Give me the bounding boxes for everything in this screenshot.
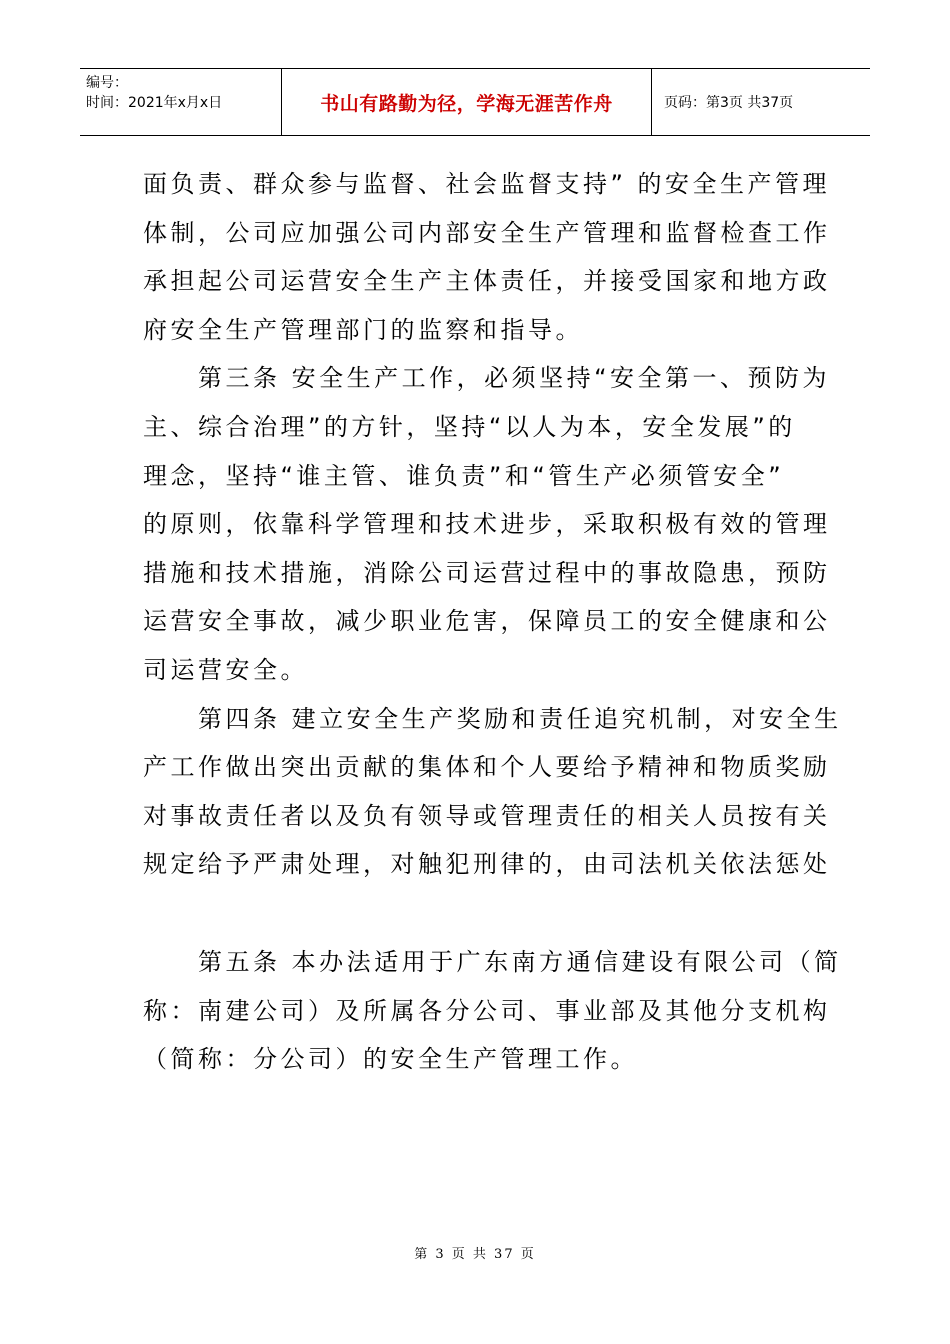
text-line: 措施和技术措施，消除公司运营过程中的事故隐患，预防 bbox=[143, 558, 831, 587]
text-line: 对事故责任者以及负有领导或管理责任的相关人员按有关 bbox=[143, 801, 831, 830]
text-line: 规定给予严肃处理，对触犯刑律的，由司法机关依法惩处 bbox=[143, 850, 831, 879]
time-label: 时间：2021年x月x日 bbox=[86, 95, 223, 111]
paragraph-gap bbox=[143, 889, 808, 938]
text-line: 称：南建公司）及所属各分公司、事业部及其他分支机构 bbox=[143, 996, 831, 1025]
text-line: 运营安全事故，减少职业危害，保障员工的安全健康和公 bbox=[143, 607, 831, 636]
text-line: 承担起公司运营安全生产主体责任，并接受国家和地方政 bbox=[143, 267, 831, 296]
number-label: 编号： bbox=[86, 75, 128, 91]
text-line: 的原则，依靠科学管理和技术进步，采取积极有效的管理 bbox=[143, 510, 831, 539]
paragraph-article-5 bbox=[143, 938, 842, 1084]
text-line: 府安全生产管理部门的监察和指导。 bbox=[143, 315, 583, 344]
header-meta bbox=[80, 69, 282, 135]
text-line: 第三条 安全生产工作，必须坚持“安全第一、预防为 bbox=[143, 364, 831, 393]
text-line: 第五条 本办法适用于广东南方通信建设有限公司（简 bbox=[143, 947, 842, 976]
paragraph-article-4 bbox=[143, 695, 842, 889]
text-line: 第四条 建立安全生产奖励和责任追究机制，对安全生 bbox=[143, 704, 842, 733]
text-line: （简称：分公司）的安全生产管理工作。 bbox=[143, 1045, 638, 1074]
paragraph-article-3 bbox=[143, 354, 831, 694]
paragraph-1 bbox=[143, 160, 831, 354]
page-header bbox=[80, 68, 870, 136]
text-line: 面负责、群众参与监督、社会监督支持” 的安全生产管理 bbox=[143, 170, 831, 198]
page-footer: 第 3 页 共 37 页 bbox=[414, 1247, 536, 1262]
text-line: 体制，公司应加强公司内部安全生产管理和监督检查工作 bbox=[143, 218, 831, 247]
text-line: 司运营安全。 bbox=[143, 655, 308, 684]
text-line: 产工作做出突出贡献的集体和个人要给予精神和物质奖励 bbox=[143, 753, 831, 782]
header-motto: 书山有路勤为径，学海无涯苦作舟 bbox=[282, 69, 652, 135]
document-body bbox=[143, 160, 842, 1084]
header-page-info: 页码：第3页 共37页 bbox=[664, 95, 794, 111]
text-line: 主、综合治理”的方针，坚持“以人为本，安全发展”的 bbox=[143, 412, 796, 441]
text-line: 理念，坚持“谁主管、谁负责”和“管生产必须管安全” bbox=[143, 461, 785, 490]
